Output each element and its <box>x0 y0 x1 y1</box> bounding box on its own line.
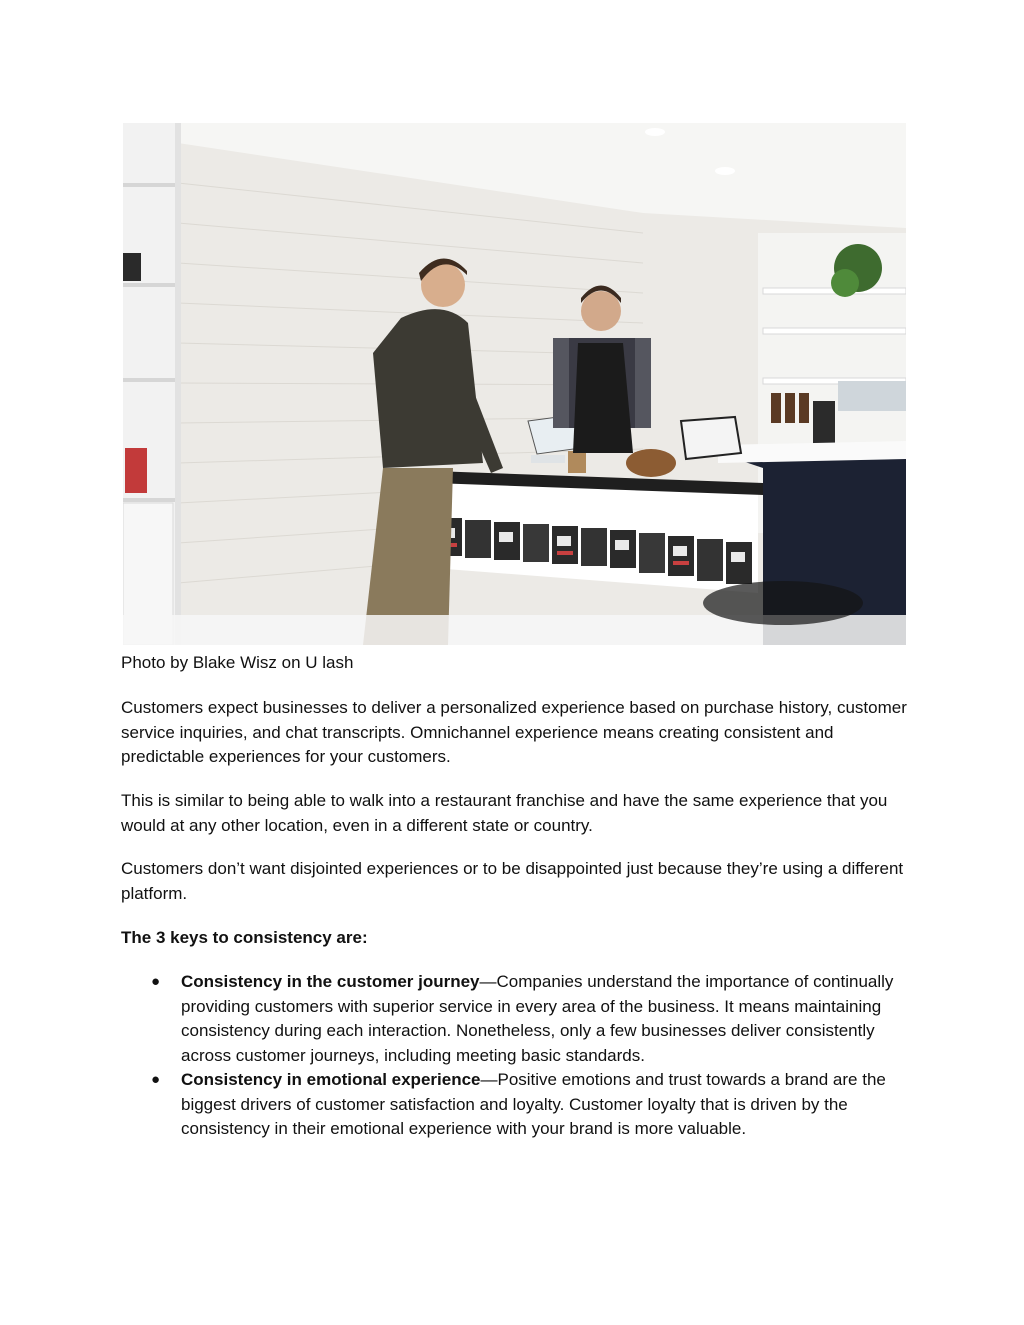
key-text: Positive emotions and trust towards a brand are the biggest drivers of customer satisfaction and loyalty. Customer loyalty that is driven by the consistency in their emotional experience with your brand is more valuable. <box>181 1070 886 1138</box>
key-separator: — <box>480 1070 498 1089</box>
bullet-icon: ● <box>151 973 161 990</box>
paragraph-restaurant-franchise: This is similar to being able to walk into a restaurant franchise and have the same experience that you would at any other location, even in a different state or country. <box>121 791 888 835</box>
paragraph-disjointed-experiences: Customers don’t want disjointed experiences or to be disappointed just because they’re using a different platform. <box>121 859 904 903</box>
keys-list <box>121 970 911 1142</box>
photo-caption: Photo by Blake Wisz on U lash <box>121 653 354 672</box>
keys-heading: The 3 keys to consistency are: <box>121 928 368 947</box>
paragraph-personalized-experience: Customers expect businesses to deliver a personalized experience based on purchase history, customer service inquiries, and chat transcripts. Omnichannel experience means creating consistent and predictable experiences for your customers. <box>121 698 907 766</box>
key-title: Consistency in the customer journey <box>181 972 480 991</box>
list-item <box>121 970 911 1068</box>
key-separator: — <box>479 972 497 991</box>
list-item <box>121 1068 911 1142</box>
bullet-icon: ● <box>151 1071 161 1088</box>
cafe-photo <box>123 123 906 645</box>
key-text: Companies understand the importance of continually providing customers with superior service in every area of the business. It means maintaining consistency during each interaction. Nonetheless, only a few businesses deliver consistently across customer journeys, including meeting basic standards. <box>181 972 894 1065</box>
key-title: Consistency in emotional experience <box>181 1070 481 1089</box>
